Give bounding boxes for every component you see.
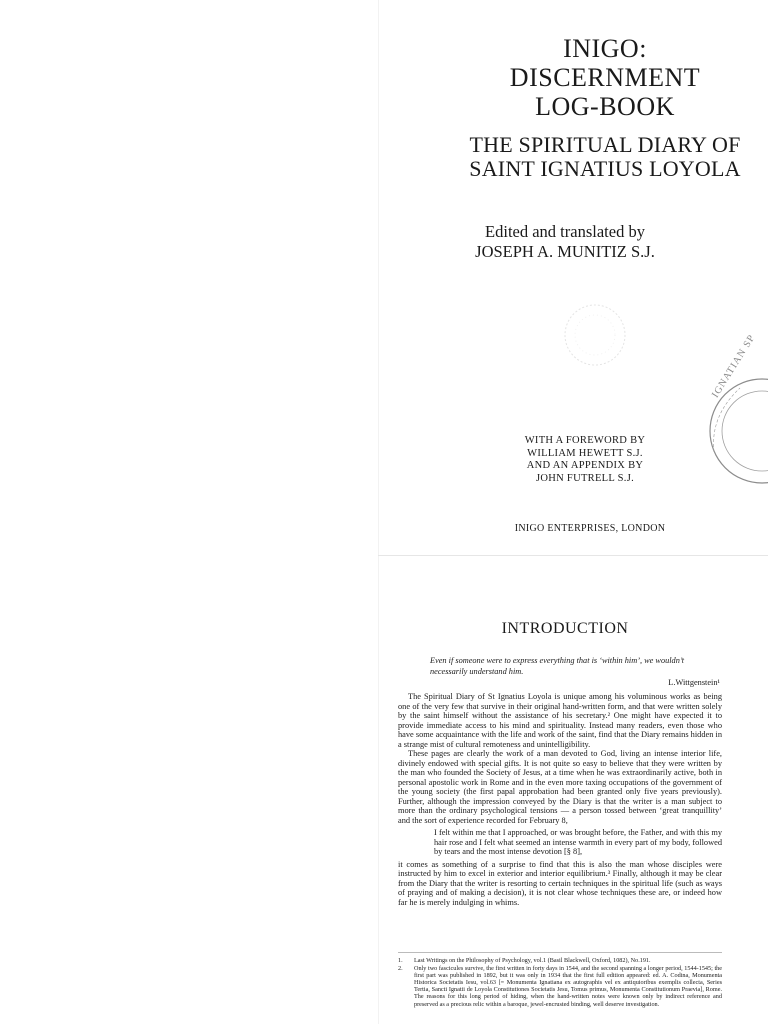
paragraph-2: These pages are clearly the work of a man devoted to God, living an intense interior life, divinely endowed with special gifts. It is not quite so easy to believe that they were written by the man who founded the Society of Jesus, at a time when he was extraordinarily active, both in personal apostolic work in Rome and in the even more taxing occupations of the government of the young society (the first papal approbation had been granted only five years previously). Further, although the impression conveyed by the Diary is that the writer is a man subject to more than the ordinary psychological tensions — a person tossed between ‘great tranquillity’ and the sort of experience recorded for February 8, bbox=[398, 749, 722, 825]
footnote-rule bbox=[398, 952, 722, 953]
block-quote: I felt within me that I approached, or was brought before, the Father, and with this my hair rose and I felt what seemed an intense warmth in every part of my body, followed by tears and the most intense devotion [§ 8], bbox=[434, 828, 722, 856]
stamp-text: IGNATIAN SP bbox=[710, 332, 758, 400]
editor-name: JOSEPH A. MUNITIZ S.J. bbox=[475, 242, 655, 261]
footnote-number: 2. bbox=[398, 965, 403, 973]
publisher-name: INIGO ENTERPRISES, LONDON bbox=[514, 523, 666, 534]
introduction-body bbox=[398, 692, 722, 907]
credits-line-1: WITH A FOREWORD BY bbox=[524, 435, 646, 446]
subtitle-line-2: SAINT IGNATIUS LOYOLA bbox=[469, 156, 741, 181]
page-divider bbox=[378, 555, 768, 556]
footnotes bbox=[398, 957, 722, 1009]
footnote-1 bbox=[398, 957, 722, 964]
credits-block bbox=[500, 435, 670, 485]
title-line-1: INIGO: bbox=[563, 34, 647, 63]
edited-by-label: Edited and translated by bbox=[485, 222, 645, 241]
footnote-text: Last Writings on the Philosophy of Psychology, vol.1 (Basil Blackwell, Oxford, 1082), No.191. bbox=[414, 957, 651, 964]
page-gutter-line bbox=[378, 0, 379, 1024]
epigraph-quote: Even if someone were to express everything that is ‘within him’, we wouldn’t necessarily understand him. bbox=[430, 656, 685, 676]
library-stamp bbox=[700, 332, 768, 486]
credits-line-3: AND AN APPENDIX BY bbox=[526, 460, 644, 471]
credits-line-4: JOHN FUTRELL S.J. bbox=[535, 472, 635, 484]
footnote-text: Only two fascicules survive, the first written in forty days in 1544, and the second spanning a longer period, 1544-1545; the first part was published in 1892, but it was only in 1934 that the first full edition appeared: ed. A. Codina, Monumenta Historica Societatis Iesu, vol.63 [= Monumenta Ignatiana ex autographis vel ex antiquioribus exemplis collecta, Series Tertia, Sancti Ignatii de Loyola Constitutiones Societatis Jesu, Tomus primus, Monumenta Constitutionum Praevia], Rome. The reasons for this long period of hiding, when the hand-written notes were known only by indirect reference and preserved as a precious relic within a baroque, jewel-encrusted binding, well deserve investigation. bbox=[414, 965, 722, 1008]
introduction-heading: INTRODUCTION bbox=[501, 620, 629, 637]
paragraph-3: it comes as something of a surprise to find that this is also the man whose disciples were instructed by him to excel in exterior and interior equilibrium.³ Finally, although it may be clear from the Diary that the writer is resorting to certain techniques in the spiritual life (such as ways of praying and of making a decision), it is not clear whose techniques these are, or indeed how far he is merely indulging in whims. bbox=[398, 859, 722, 907]
subtitle-line-1: THE SPIRITUAL DIARY OF bbox=[469, 132, 741, 157]
paragraph-1: The Spiritual Diary of St Ignatius Loyola is unique among his voluminous works as being one of the very few that survive in their original hand-written form, and that were written solely by the saint himself without the assistance of his secretary.² One might have expected it to provide immediate access to his mind and spirituality. Instead many readers, even those who have some acquaintance with the life and work of the saint, find that the Diary remains hidden in a strange mist of cultural remoteness and unintelligibility. bbox=[398, 692, 722, 749]
faint-seal-mark bbox=[560, 300, 630, 370]
editor-block bbox=[440, 222, 690, 262]
publisher-block bbox=[480, 523, 700, 536]
title-block bbox=[440, 34, 768, 181]
footnote-2 bbox=[398, 965, 722, 1008]
epigraph-author: L.Wittgenstein¹ bbox=[668, 678, 720, 687]
footnote-number: 1. bbox=[398, 957, 403, 964]
credits-line-2: WILLIAM HEWETT S.J. bbox=[527, 447, 643, 459]
title-line-2: DISCERNMENT bbox=[509, 63, 701, 92]
title-line-3: LOG-BOOK bbox=[535, 92, 675, 121]
